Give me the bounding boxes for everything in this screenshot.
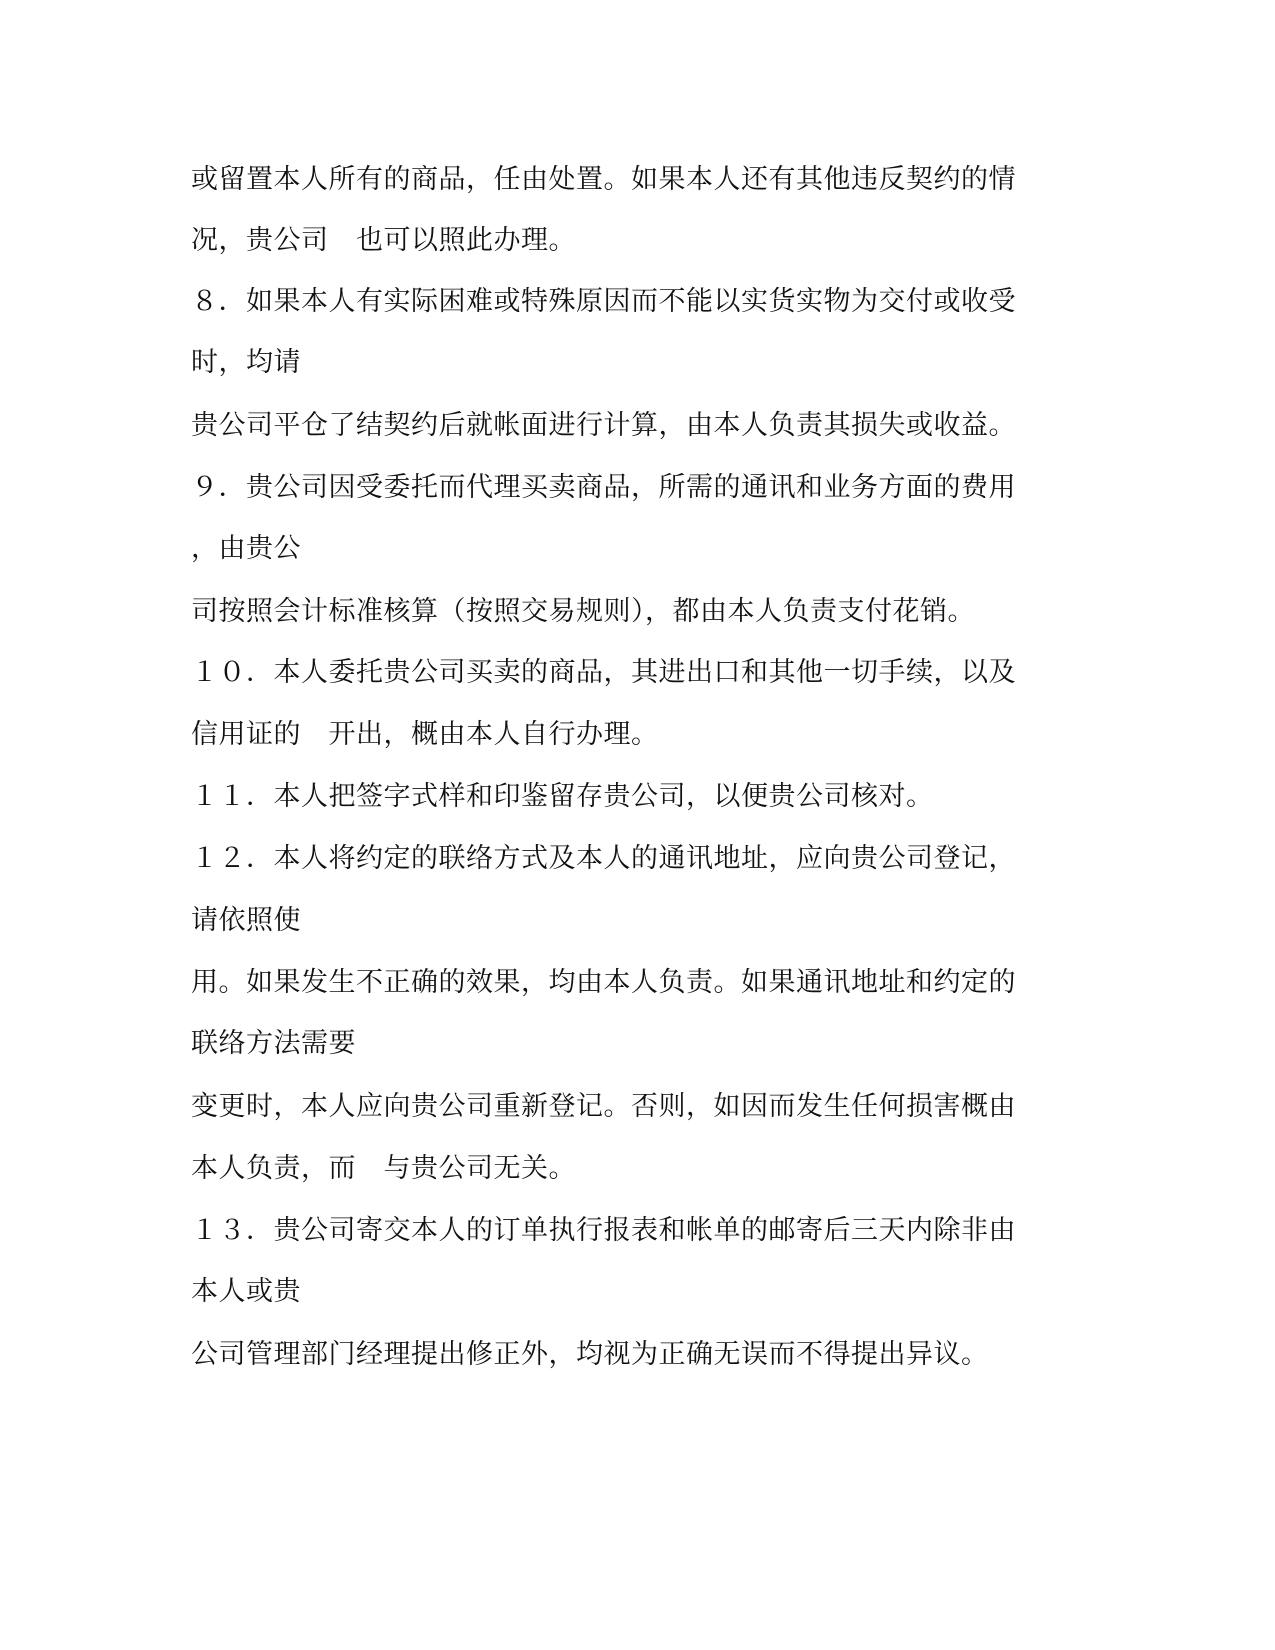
text-line: 信用证的 开出，概由本人自行办理。: [191, 719, 659, 750]
text-line: １３．贵公司寄交本人的订单执行报表和帐单的邮寄后三天内除非由: [191, 1215, 1016, 1246]
text-line: 或留置本人所有的商品，任由处置。如果本人还有其他违反契约的情: [191, 164, 1016, 195]
text-line: １１．本人把签字式样和印鉴留存贵公司，以便贵公司核对。: [191, 781, 934, 812]
text-line: 联络方法需要: [191, 1028, 356, 1059]
text-line: 请依照使: [191, 905, 301, 936]
text-line: ９．贵公司因受委托而代理买卖商品，所需的通讯和业务方面的费用: [191, 472, 1016, 503]
text-line: 变更时，本人应向贵公司重新登记。否则，如因而发生任何损害概由: [191, 1091, 1016, 1122]
text-line: 时，均请: [191, 347, 301, 378]
text-line: 况，贵公司 也可以照此办理。: [191, 225, 576, 256]
text-line: 司按照会计标准核算（按照交易规则），都由本人负责支付花销。: [191, 596, 975, 627]
text-line: ８．如果本人有实际困难或特殊原因而不能以实货实物为交付或收受: [191, 286, 1016, 317]
text-line: 本人或贵: [191, 1276, 301, 1307]
text-line: 公司管理部门经理提出修正外，均视为正确无误而不得提出异议。: [191, 1339, 989, 1370]
text-line: ，由贵公: [191, 533, 301, 564]
text-line: １２．本人将约定的联络方式及本人的通讯地址，应向贵公司登记，: [191, 843, 1016, 874]
text-line: 用。如果发生不正确的效果，均由本人负责。如果通讯地址和约定的: [191, 967, 1016, 998]
text-line: １０．本人委托贵公司买卖的商品，其进出口和其他一切手续，以及: [191, 657, 1016, 688]
text-line: 贵公司平仓了结契约后就帐面进行计算，由本人负责其损失或收益。: [191, 410, 1016, 441]
text-line: 本人负责，而 与贵公司无关。: [191, 1153, 576, 1184]
